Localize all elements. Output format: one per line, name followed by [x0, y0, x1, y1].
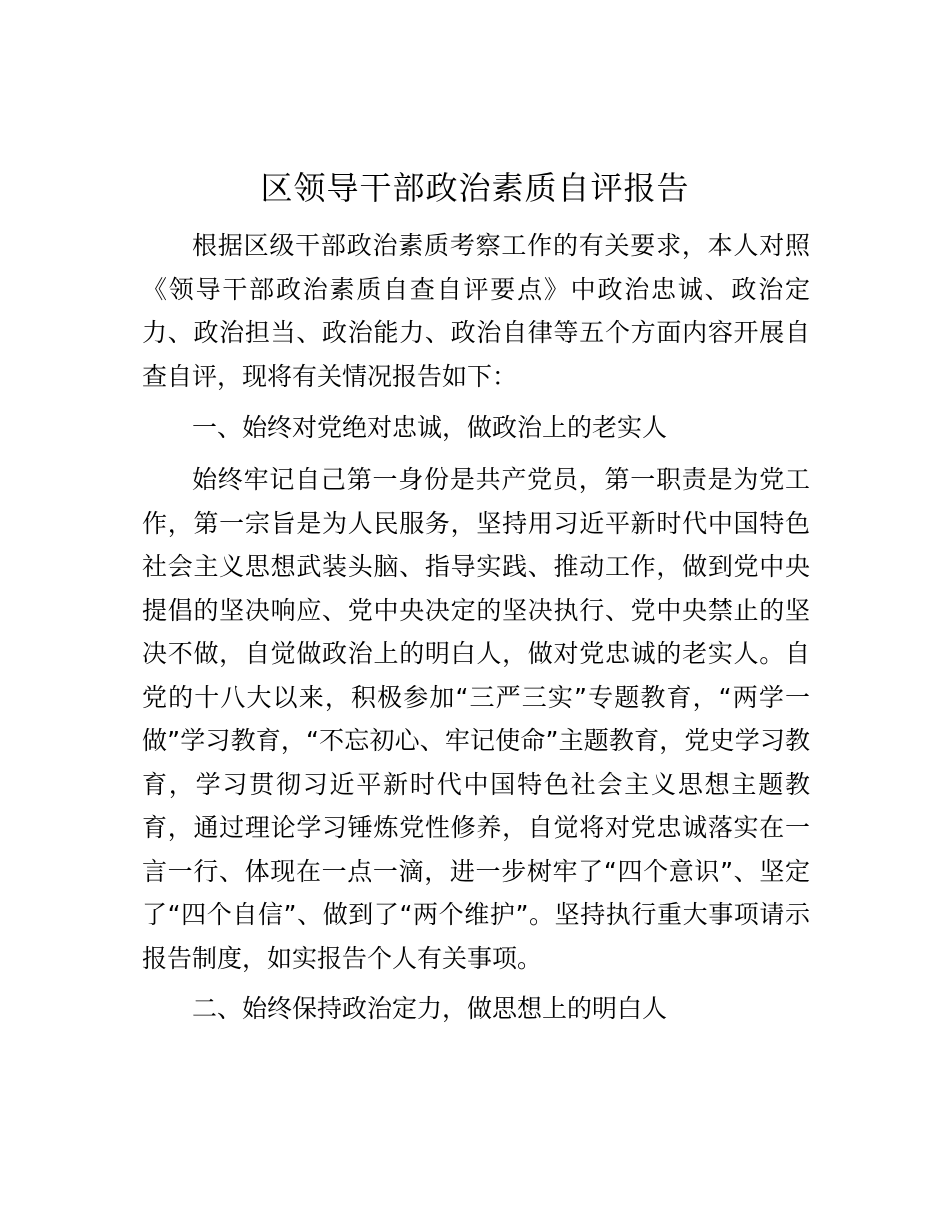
section-1-heading: 一、始终对党绝对忠诚，做政治上的老实人 — [192, 413, 668, 442]
intro-paragraph: 根据区级干部政治素质考察工作的有关要求，本人对照《领导干部政治素质自查自评要点》中政治忠诚、政治定力、政治担当、政治能力、政治自律等五个方面内容开展自查自评，现将有关情况报告如下： — [142, 231, 810, 391]
section-1-paragraph: 始终牢记自己第一身份是共产党员，第一职责是为党工作，第一宗旨是为人民服务，坚持用习近平新时代中国特色社会主义思想武装头脑、指导实践、推动工作，做到党中央提倡的坚决响应、党中央决定的坚决执行、党中央禁止的坚决不做，自觉做政治上的明白人，做对党忠诚的老实人。自党的十八大以来，积极参加“三严三实”专题教育，“两学一做”学习教育，“不忘初心、牢记使命”主题教育，党史学习教育，学习贯彻习近平新时代中国特色社会主义思想主题教育，通过理论学习锤炼党性修养，自觉将对党忠诚落实在一言一行、体现在一点一滴，进一步树牢了“四个意识”、坚定了“四个自信”、做到了“两个维护”。坚持执行重大事项请示报告制度，如实报告个人有关事项。 — [142, 465, 810, 973]
document-title: 区领导干部政治素质自评报告 — [260, 169, 690, 207]
section-2-heading: 二、始终保持政治定力，做思想上的明白人 — [192, 994, 668, 1023]
